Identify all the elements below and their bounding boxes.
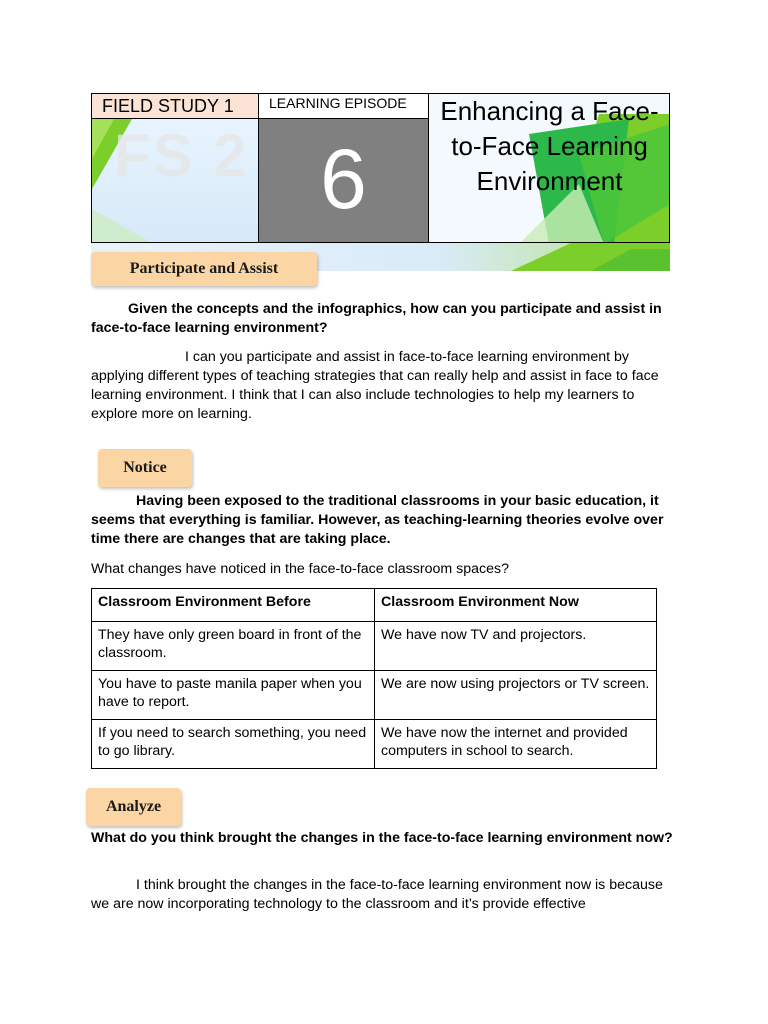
- participate-answer: I can you participate and assist in face-to-face learning environment by applying different types of teaching strategies that can really help and assist in face to face learning environment. I think that I can also include technologies to help my learners to explore more on learning.: [91, 349, 659, 422]
- episode-title: Enhancing a Face-to-Face Learning Environment: [440, 96, 659, 196]
- analyze-answer: I think brought the changes in the face-to-face learning environment now is because we are now incorporating technology to the classroom and it’s provide effective: [91, 877, 663, 912]
- episode-header: [91, 93, 670, 271]
- cell-before: You have to paste manila paper when you have to report.: [92, 671, 375, 720]
- cell-now: We have now the internet and provided computers in school to search.: [375, 720, 657, 769]
- episode-title-box: [429, 93, 670, 243]
- table-row: [92, 720, 657, 769]
- episode-number: 6: [258, 119, 429, 243]
- notice-intro: Having been exposed to the traditional classrooms in your basic education, it seems that everything is familiar. However, as teaching-learning theories evolve over time there are changes that are taking place.: [91, 493, 664, 547]
- learning-episode-label: LEARNING EPISODE: [258, 93, 429, 119]
- column-header-now: Classroom Environment Now: [375, 589, 657, 622]
- classroom-comparison-table: [91, 588, 657, 769]
- notice-question: What changes have noticed in the face-to-face classroom spaces?: [91, 561, 509, 577]
- table-row: [92, 671, 657, 720]
- fs2-watermark: FS 2: [114, 122, 249, 189]
- section-tag-notice: Notice: [98, 449, 192, 487]
- analyze-question: What do you think brought the changes in the face-to-face learning environment now?: [91, 830, 673, 846]
- column-header-before: Classroom Environment Before: [92, 589, 375, 622]
- participate-question: Given the concepts and the infographics, how can you participate and assist in face-to-face learning environment?: [91, 301, 662, 336]
- cell-now: We are now using projectors or TV screen.: [375, 671, 657, 720]
- field-study-label: FIELD STUDY 1: [91, 93, 258, 119]
- header-graphic-left: [91, 119, 258, 243]
- cell-now: We have now TV and projectors.: [375, 622, 657, 671]
- table-row: [92, 622, 657, 671]
- cell-before: If you need to search something, you need to go library.: [92, 720, 375, 769]
- section-tag-analyze: Analyze: [86, 788, 181, 826]
- table-header-row: [92, 589, 657, 622]
- section-tag-participate: Participate and Assist: [91, 252, 317, 286]
- cell-before: They have only green board in front of the classroom.: [92, 622, 375, 671]
